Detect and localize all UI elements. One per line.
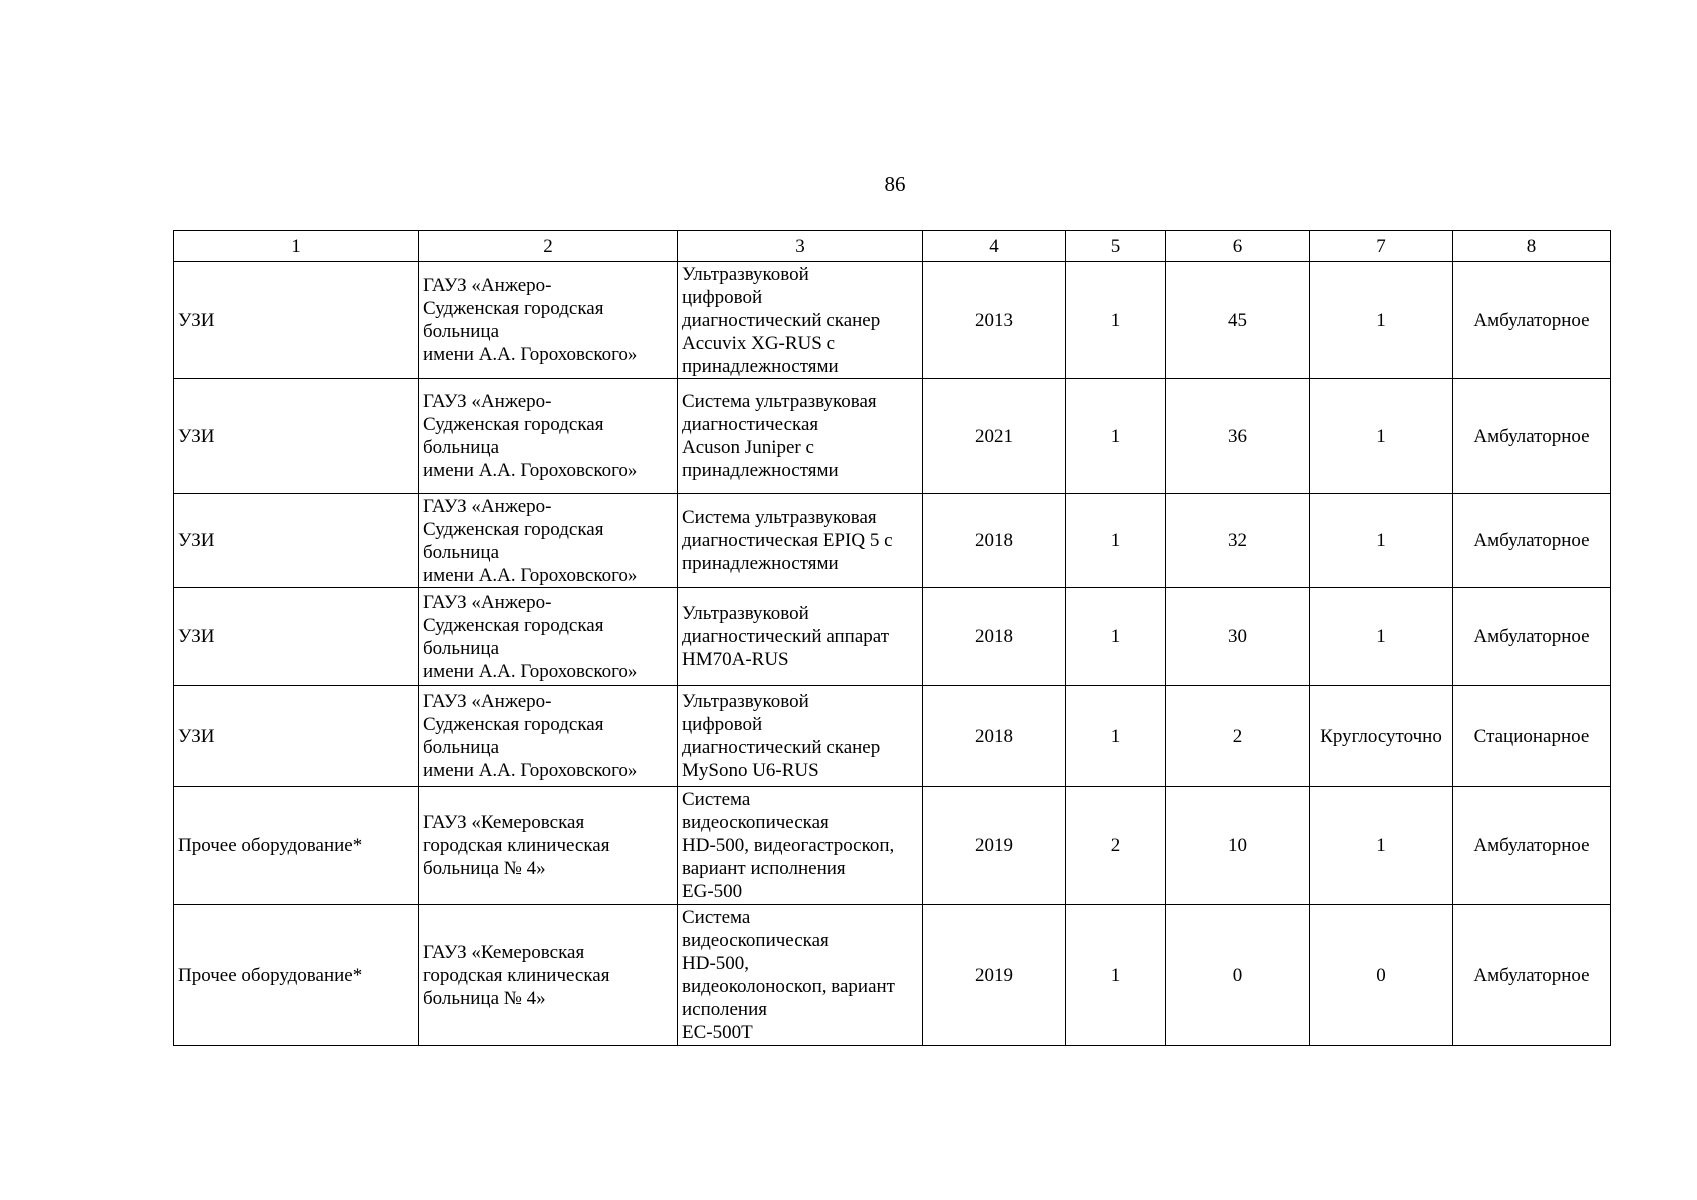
- cell-mode: 1: [1310, 379, 1453, 494]
- cell-equipment: Система ультразвуковая диагностическая EPIQ 5 с принадлежностями: [678, 494, 923, 588]
- column-header: 8: [1453, 231, 1611, 262]
- table-row: [174, 588, 1611, 686]
- table-row: [174, 494, 1611, 588]
- table-row: [174, 686, 1611, 787]
- cell-count: 2: [1066, 787, 1166, 905]
- cell-organization: ГАУЗ «Анжеро- Судженская городская больница имени А.А. Гороховского»: [419, 379, 678, 494]
- cell-equipment: Ультразвуковой диагностический аппарат HM70A-RUS: [678, 588, 923, 686]
- column-header: 2: [419, 231, 678, 262]
- column-header: 5: [1066, 231, 1166, 262]
- cell-load: 36: [1166, 379, 1310, 494]
- cell-organization: ГАУЗ «Анжеро- Судженская городская больница имени А.А. Гороховского»: [419, 262, 678, 379]
- cell-organization: ГАУЗ «Анжеро- Судженская городская больница имени А.А. Гороховского»: [419, 686, 678, 787]
- cell-type: УЗИ: [174, 262, 419, 379]
- cell-care-type: Амбулаторное: [1453, 494, 1611, 588]
- cell-organization: ГАУЗ «Анжеро- Судженская городская больница имени А.А. Гороховского»: [419, 588, 678, 686]
- cell-year: 2018: [923, 588, 1066, 686]
- cell-care-type: Стационарное: [1453, 686, 1611, 787]
- cell-mode: Круглосуточно: [1310, 686, 1453, 787]
- cell-load: 45: [1166, 262, 1310, 379]
- cell-type: УЗИ: [174, 494, 419, 588]
- cell-organization: ГАУЗ «Кемеровская городская клиническая больница № 4»: [419, 787, 678, 905]
- cell-year: 2021: [923, 379, 1066, 494]
- cell-load: 10: [1166, 787, 1310, 905]
- cell-type: Прочее оборудование*: [174, 905, 419, 1046]
- cell-care-type: Амбулаторное: [1453, 787, 1611, 905]
- cell-care-type: Амбулаторное: [1453, 262, 1611, 379]
- cell-equipment: Система видеоскопическая HD-500, видеогастроскоп, вариант исполнения EG-500: [678, 787, 923, 905]
- cell-care-type: Амбулаторное: [1453, 905, 1611, 1046]
- table-row: [174, 787, 1611, 905]
- cell-load: 30: [1166, 588, 1310, 686]
- column-header: 6: [1166, 231, 1310, 262]
- cell-type: УЗИ: [174, 379, 419, 494]
- cell-year: 2018: [923, 686, 1066, 787]
- cell-count: 1: [1066, 494, 1166, 588]
- cell-equipment: Система ультразвуковая диагностическая Acuson Juniper с принадлежностями: [678, 379, 923, 494]
- cell-year: 2019: [923, 787, 1066, 905]
- table-row: [174, 905, 1611, 1046]
- cell-organization: ГАУЗ «Кемеровская городская клиническая больница № 4»: [419, 905, 678, 1046]
- cell-mode: 1: [1310, 494, 1453, 588]
- column-header: 3: [678, 231, 923, 262]
- cell-load: 0: [1166, 905, 1310, 1046]
- cell-mode: 0: [1310, 905, 1453, 1046]
- cell-mode: 1: [1310, 787, 1453, 905]
- cell-year: 2013: [923, 262, 1066, 379]
- cell-organization: ГАУЗ «Анжеро- Судженская городская больница имени А.А. Гороховского»: [419, 494, 678, 588]
- column-header: 1: [174, 231, 419, 262]
- cell-year: 2018: [923, 494, 1066, 588]
- cell-count: 1: [1066, 262, 1166, 379]
- column-header: 4: [923, 231, 1066, 262]
- cell-care-type: Амбулаторное: [1453, 588, 1611, 686]
- cell-type: УЗИ: [174, 686, 419, 787]
- cell-load: 2: [1166, 686, 1310, 787]
- page-number: 86: [884, 172, 906, 196]
- cell-equipment: Ультразвуковой цифровой диагностический сканер Accuvix XG-RUS с принадлежностями: [678, 262, 923, 379]
- cell-care-type: Амбулаторное: [1453, 379, 1611, 494]
- cell-count: 1: [1066, 905, 1166, 1046]
- cell-type: УЗИ: [174, 588, 419, 686]
- column-header: 7: [1310, 231, 1453, 262]
- cell-year: 2019: [923, 905, 1066, 1046]
- cell-mode: 1: [1310, 588, 1453, 686]
- equipment-table: [173, 230, 1611, 1046]
- table-row: [174, 379, 1611, 494]
- cell-equipment: Система видеоскопическая HD-500, видеоколоноскоп, вариант исполения EC-500T: [678, 905, 923, 1046]
- cell-type: Прочее оборудование*: [174, 787, 419, 905]
- cell-count: 1: [1066, 379, 1166, 494]
- cell-count: 1: [1066, 588, 1166, 686]
- cell-mode: 1: [1310, 262, 1453, 379]
- cell-count: 1: [1066, 686, 1166, 787]
- header-row: [174, 231, 1611, 262]
- cell-load: 32: [1166, 494, 1310, 588]
- table-row: [174, 262, 1611, 379]
- cell-equipment: Ультразвуковой цифровой диагностический сканер MySono U6-RUS: [678, 686, 923, 787]
